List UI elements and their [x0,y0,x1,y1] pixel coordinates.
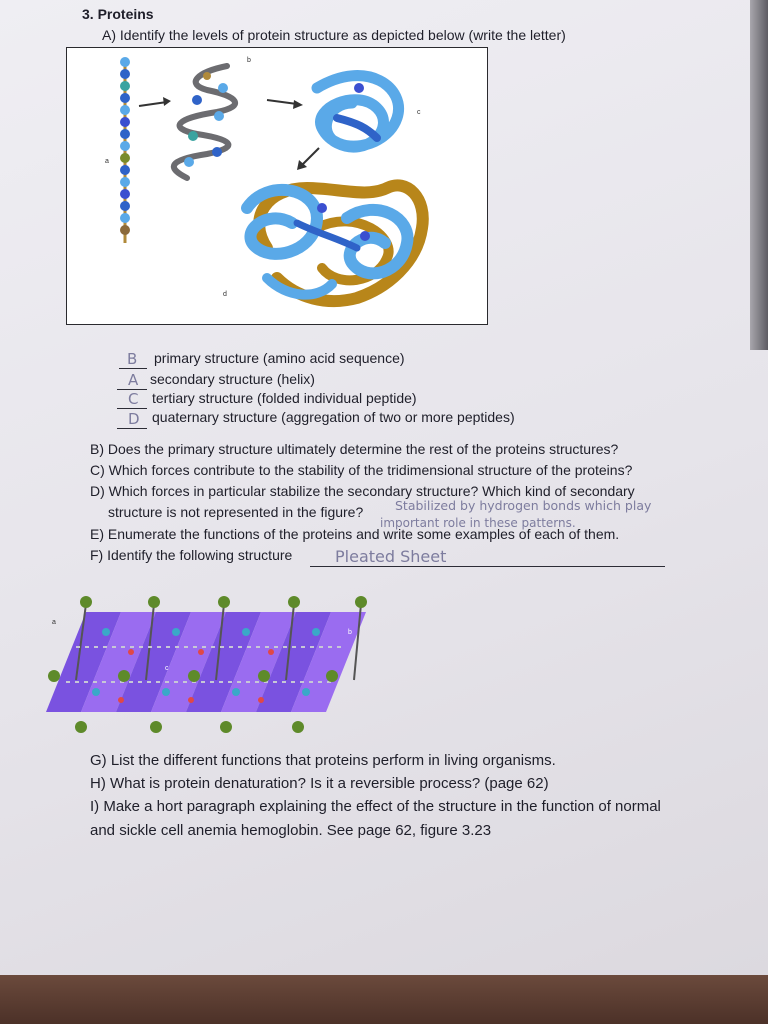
pleated-sheet-figure [36,592,376,740]
primary-structure-chain [120,57,130,243]
figure2-label-b: b [348,629,352,636]
handwritten-answer-d-continued: important role in these patterns. [380,516,576,530]
question-f: F) Identify the following structure [90,547,293,563]
answer-letter: A [128,371,139,389]
quaternary-structure-complex [247,185,423,301]
secondary-structure-helix [174,66,235,178]
protein-levels-figure [66,47,488,325]
pleated-sheet-illustration [36,592,376,740]
question-i-continued: and sickle cell anemia hemoglobin. See page 62, figure 3.23 [90,822,492,839]
answer-text: tertiary structure (folded individual peptide) [152,390,417,406]
answer-text: secondary structure (helix) [150,371,315,387]
figure2-label-a: a [52,619,56,626]
figure1-label-b: b [247,57,251,64]
answer-blank [117,428,147,429]
figure2-label-c: c [165,665,169,672]
answer-text: quaternary structure (aggregation of two or more peptides) [152,409,515,425]
answer-letter: D [128,410,140,428]
answer-blank [119,368,147,369]
question-d: D) Which forces in particular stabilize the secondary structure? Which kind of secondary [90,483,635,499]
question-h: H) What is protein denaturation? Is it a reversible process? (page 62) [90,775,549,792]
answer-letter: B [127,350,138,368]
question-d-continued: structure is not represented in the figure? [108,504,364,520]
arrow-down-left-icon [297,148,319,170]
question-e: E) Enumerate the functions of the proteins and write some examples of each of them. [90,526,620,542]
question-b: B) Does the primary structure ultimately determine the rest of the proteins structures? [90,441,619,457]
handwritten-answer-f: Pleated Sheet [335,547,447,566]
figure1-label-a: a [105,158,109,165]
question-i: I) Make a hort paragraph explaining the effect of the structure in the function of normal [90,798,661,815]
answer-line-f [310,566,665,567]
table-surface [0,975,768,1024]
section-heading: 3. Proteins [82,6,154,22]
arrow-right-icon [267,100,303,109]
handwritten-answer-d: Stabilized by hydrogen bonds which play [395,498,652,513]
question-a: A) Identify the levels of protein structure as depicted below (write the letter) [102,27,566,43]
answer-letter: C [128,390,139,408]
figure1-label-c: c [417,109,421,116]
tertiary-structure-fold [317,76,399,147]
figure1-label-d: d [223,291,227,298]
question-g: G) List the different functions that proteins perform in living organisms. [90,752,556,769]
protein-levels-illustration [67,48,487,324]
beta-sheet-ribbons [46,612,366,712]
answer-text: primary structure (amino acid sequence) [154,350,405,366]
arrow-right-icon [139,97,171,106]
answer-blank [117,408,147,409]
question-c: C) Which forces contribute to the stability of the tridimensional structure of the proteins? [90,462,633,478]
page-edge-shadow [750,0,768,350]
